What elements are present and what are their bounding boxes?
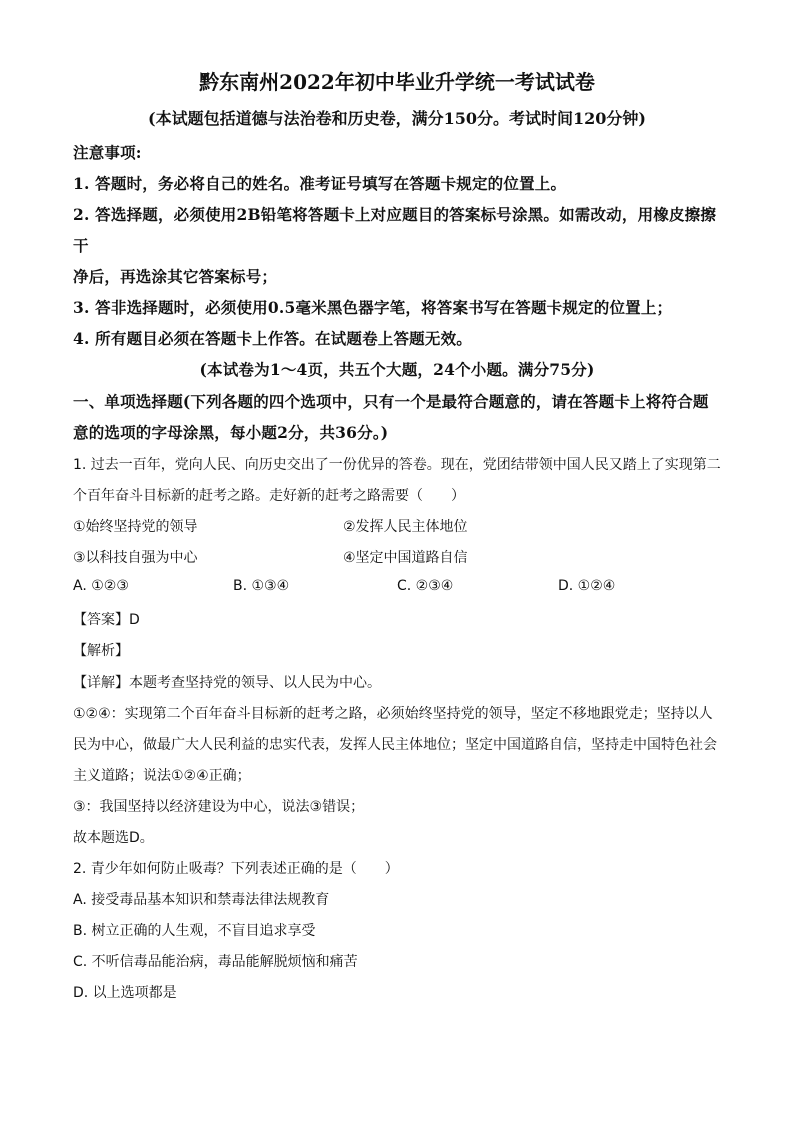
notice-heading: 注意事项: xyxy=(73,143,142,162)
q1-detail-line3: 民为中心，做最广大人民利益的忠实代表，发挥人民主体地位；坚定中国道路自信，坚持走中国特色社会 xyxy=(73,737,717,753)
q1-choice-b: B. ①③④ xyxy=(233,578,290,594)
section-heading-line1: 一、单项选择题(下列各题的四个选项中，只有一个是最符合题意的，请在答题卡上将符合题 xyxy=(73,392,709,411)
q1-option-2: ②发挥人民主体地位 xyxy=(343,519,468,535)
q1-detail-line1: 【详解】本题考查坚持党的领导、以人民为中心。 xyxy=(73,675,381,691)
q1-detail-line4: 主义道路；说法①②④正确； xyxy=(73,768,251,784)
notice-item-4: 4. 所有题目必须在答题卡上作答。在试题卷上答题无效。 xyxy=(73,329,472,348)
exam-subtitle: (本试题包括道德与法治卷和历史卷，满分150分。考试时间120分钟) xyxy=(148,109,646,128)
q1-choice-c: C. ②③④ xyxy=(397,578,454,594)
q1-answer: 【答案】D xyxy=(73,612,140,628)
q1-detail-line6: 故本题选D。 xyxy=(73,830,154,846)
q2-choice-d: D. 以上选项都是 xyxy=(73,985,177,1001)
q1-stem-line2: 个百年奋斗目标新的赶考之路。走好新的赶考之路需要（ ） xyxy=(73,488,465,504)
section-heading-line2: 意的选项的字母涂黑，每小题2分，共36分。) xyxy=(73,423,389,442)
q1-detail-line5: ③：我国坚持以经济建设为中心，说法③错误； xyxy=(73,799,365,815)
q1-stem-line1: 1. 过去一百年，党向人民、向历史交出了一份优异的答卷。现在，党团结带领中国人民又踏上了实现第二 xyxy=(73,457,721,473)
q1-option-3: ③以科技自强为中心 xyxy=(73,550,198,566)
notice-item-2-cont: 净后，再选涂其它答案标号； xyxy=(73,267,278,286)
q1-choice-d: D. ①②④ xyxy=(558,578,616,594)
q1-option-1: ①始终坚持党的领导 xyxy=(73,519,198,535)
q1-detail-line2: ①②④：实现第二个百年奋斗目标新的赶考之路，必须始终坚持党的领导，坚定不移地跟党走；坚持以人 xyxy=(73,706,713,722)
notice-item-2-wrap: 干 xyxy=(73,236,89,255)
volume-note: (本试卷为1～4页，共五个大题，24个小题。满分75分) xyxy=(199,360,595,379)
q2-choice-a: A. 接受毒品基本知识和禁毒法律法规教育 xyxy=(73,892,330,908)
notice-item-3: 3. 答非选择题时，必须使用0.5毫米黑色器字笔，将答案书写在答题卡规定的位置上； xyxy=(73,298,673,317)
q1-choice-a: A. ①②③ xyxy=(73,578,129,594)
exam-title: 黔东南州2022年初中毕业升学统一考试试卷 xyxy=(199,70,595,94)
q1-analysis-label: 【解析】 xyxy=(73,643,129,659)
q1-option-4: ④坚定中国道路自信 xyxy=(343,550,468,566)
notice-item-2: 2. 答选择题，必须使用2B铅笔将答题卡上对应题目的答案标号涂黑。如需改动，用橡皮擦擦 xyxy=(73,205,717,224)
notice-item-1: 1. 答题时，务必将自己的姓名。准考证号填写在答题卡规定的位置上。 xyxy=(73,174,567,193)
q2-choice-b: B. 树立正确的人生观，不盲目追求享受 xyxy=(73,923,316,939)
q2-choice-c: C. 不听信毒品能治病，毒品能解脱烦恼和痛苦 xyxy=(73,954,358,970)
q2-stem: 2. 青少年如何防止吸毒？下列表述正确的是（ ） xyxy=(73,861,399,877)
